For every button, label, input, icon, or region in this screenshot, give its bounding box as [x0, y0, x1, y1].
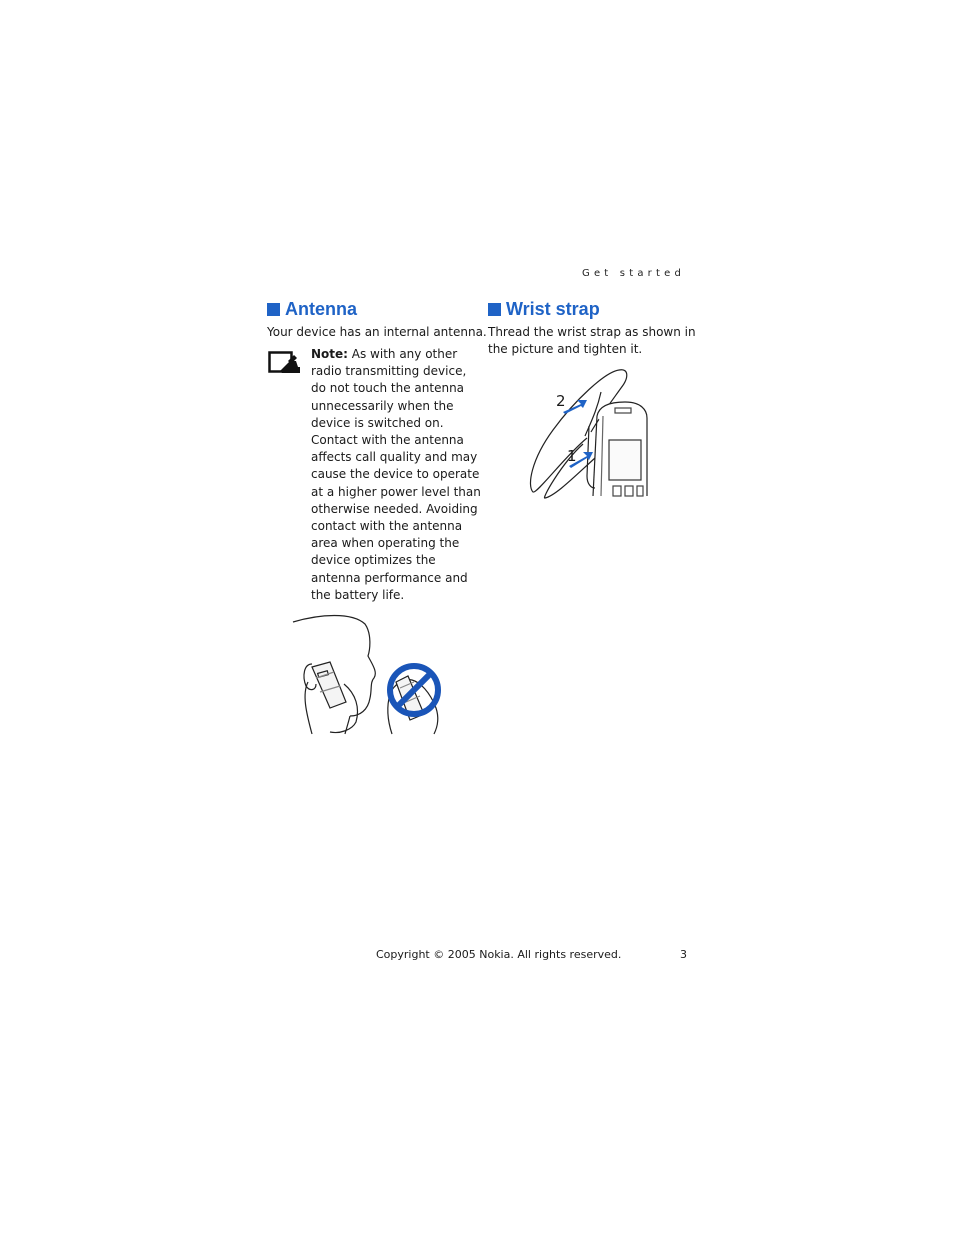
note-label: Note: — [311, 347, 348, 361]
running-header: Get started — [582, 268, 685, 279]
note-line: at a higher power level than — [311, 484, 481, 499]
wrist-strap-section — [488, 299, 600, 320]
footer-copyright: Copyright © 2005 Nokia. All rights reserved. — [376, 948, 622, 961]
note-line: unnecessarily when the — [311, 398, 454, 413]
wrist-strap-line: Thread the wrist strap as shown in — [488, 325, 696, 339]
note-line: device optimizes the — [311, 553, 436, 568]
note-line: affects call quality and may — [311, 450, 478, 465]
note-line: radio transmitting device, — [311, 364, 467, 379]
note-line: Contact with the antenna — [311, 433, 464, 448]
antenna-heading — [267, 299, 357, 320]
note-line: antenna performance and — [311, 570, 468, 585]
note-line-0: Note: As with any other — [311, 347, 458, 361]
antenna-note — [311, 346, 481, 604]
note-line: cause the device to operate — [311, 467, 480, 482]
note-line: contact with the antenna — [311, 519, 463, 534]
wrist-strap-line: the picture and tighten it. — [488, 342, 643, 357]
antenna-section — [267, 299, 357, 320]
note-line: otherwise needed. Avoiding — [311, 501, 478, 516]
wrist-strap-title: Wrist strap — [506, 299, 600, 319]
note-line: area when operating the — [311, 536, 460, 551]
square-bullet-icon — [488, 303, 501, 316]
square-bullet-icon — [267, 303, 280, 316]
antenna-title: Antenna — [285, 299, 357, 319]
page-number: 3 — [680, 948, 687, 961]
antenna-illustration — [290, 612, 450, 737]
note-icon — [268, 351, 302, 375]
wrist-strap-heading — [488, 299, 600, 320]
step-label-2: 2 — [556, 392, 566, 410]
antenna-intro: Your device has an internal antenna. — [267, 325, 487, 339]
step-label-1: 1 — [567, 447, 577, 465]
note-line: the battery life. — [311, 587, 405, 602]
wrist-strap-text — [488, 324, 696, 358]
note-line: device is switched on. — [311, 415, 444, 430]
wrist-strap-illustration — [525, 366, 655, 501]
note-line: do not touch the antenna — [311, 381, 465, 396]
